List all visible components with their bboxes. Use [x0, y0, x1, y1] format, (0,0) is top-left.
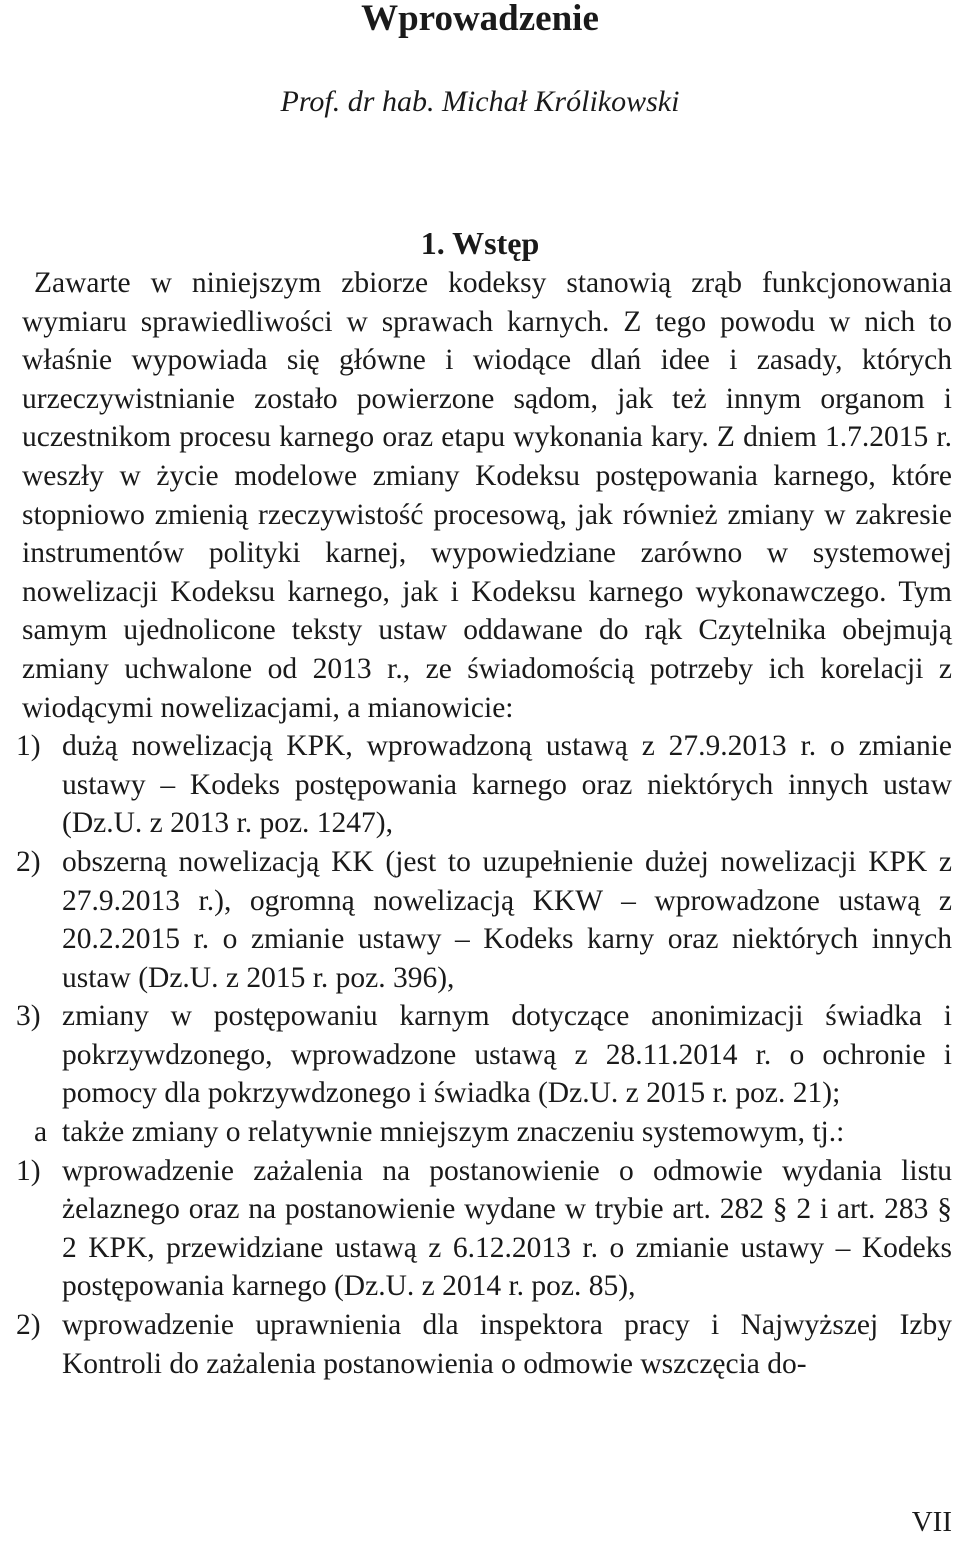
list-item [16, 727, 952, 843]
intro-paragraph: Zawarte w niniejszym zbiorze kodeksy stanowią zrąb funkcjonowania wymiaru sprawiedliwości w sprawach karnych. Z tego powodu w nich to właśnie wypowiada się główne i wiodące dlań idee i zasady, których urzeczywistnianie zostało powierzone sądom, jak też innym organom i uczestnikom procesu karnego oraz etapu wykonania kary. Z dniem 1.7.2015 r. weszły w życie modelowe zmiany Kodeksu postępowania karnego, które stopniowo zmienią rzeczywistość procesową, jak również zmiany w zakresie instrumentów polityki karnej, wypowiedziane zarówno w systemowej nowelizacji Kodeksu karnego, jak i Kodeksu karnego wykonawczego. Tym samym ujednolicone teksty ustaw oddawane do rąk Czytelnika obejmują zmiany uchwalone od 2013 r., ze świadomością potrzeby ich korelacji z wiodącymi nowelizacjami, a mianowicie: [22, 267, 952, 724]
list-joiner [22, 1113, 952, 1152]
list-item [16, 997, 952, 1113]
list-item [16, 843, 952, 997]
minor-amendments-list [16, 1152, 952, 1384]
list-item-text: wprowadzenie uprawnienia dla inspektora pracy i Najwyższej Izby Kontroli do zażalenia postanowienia o odmowie wszczęcia do- [62, 1309, 952, 1380]
page-title: Wprowadzenie [361, 0, 599, 39]
body-text [16, 264, 952, 1383]
list-item-text: wprowadzenie zażalenia na postanowienie o odmowie wydania listu żelaznego oraz na postanowienie wydane w trybie art. 282 § 2 i art. 283 § 2 KPK, przewidziane ustawą z 6.12.2013 r. o zmianie ustawy – Kodeks postępowania karnego (Dz.U. z 2014 r. poz. 85), [62, 1154, 952, 1303]
list-item-number: 2) [16, 1309, 41, 1342]
main-amendments-list [16, 727, 952, 1113]
section-heading: 1. Wstęp [420, 225, 540, 261]
list-item-text: obszerną nowelizacją KK (jest to uzupełnienie dużej nowelizacji KPK z 27.9.2013 r.), ogromną nowelizacją KKW – wprowadzone ustawą z 20.2.2015 r. o zmianie ustawy – Kodeks karny oraz niektórych innych ustaw (Dz.U. z 2015 r. poz. 396), [62, 845, 952, 994]
list-item-number: 2) [16, 845, 41, 878]
list-item-number: 1) [16, 730, 41, 763]
list-item-number: 1) [16, 1154, 41, 1187]
page-number: VII [911, 1506, 952, 1538]
joiner-lead: a [34, 1116, 48, 1149]
author-name: Prof. dr hab. Michał Królikowski [280, 85, 680, 118]
list-item-text: dużą nowelizacją KPK, wprowadzoną ustawą z 27.9.2013 r. o zmianie ustawy – Kodeks postępowania karnego oraz niektórych innych ustaw (Dz.U. z 2013 r. poz. 1247), [62, 730, 952, 840]
list-item [16, 1152, 952, 1306]
list-item [16, 1306, 952, 1383]
list-item-text: zmiany w postępowaniu karnym dotyczące anonimizacji świadka i pokrzywdzonego, wprowadzone ustawą z 28.11.2014 r. o ochronie i pomocy dla pokrzywdzonego i świadka (Dz.U. z 2015 r. poz. 21); [62, 1000, 952, 1110]
list-item-number: 3) [16, 1000, 41, 1033]
joiner-text: także zmiany o relatywnie mniejszym znaczeniu systemowym, tj.: [62, 1116, 845, 1149]
